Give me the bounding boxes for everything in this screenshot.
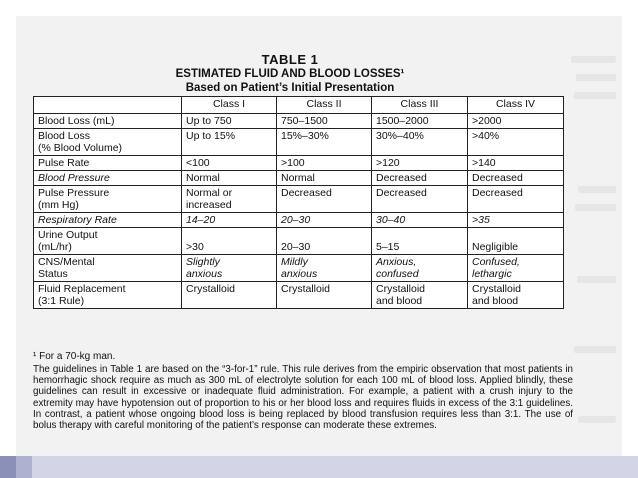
table-footnote: ¹ For a 70-kg man. xyxy=(33,351,116,362)
table-row xyxy=(34,213,564,228)
table-cell: Mildly anxious xyxy=(277,255,372,282)
table-cell: Confused, lethargic xyxy=(468,255,564,282)
table-row xyxy=(34,129,564,156)
table-row xyxy=(34,171,564,186)
row-label: Fluid Replacement (3:1 Rule) xyxy=(34,282,182,309)
header-cell: Class III xyxy=(372,97,468,114)
header-cell: Class II xyxy=(277,97,372,114)
table-row xyxy=(34,282,564,309)
bleed-through-line xyxy=(574,92,616,99)
table-row xyxy=(34,228,564,255)
table-cell: Decreased xyxy=(372,171,468,186)
table-cell: Slightly anxious xyxy=(182,255,277,282)
table-cell: Crystalloid xyxy=(182,282,277,309)
table-cell: Crystalloid xyxy=(277,282,372,309)
bleed-through-line xyxy=(577,276,616,283)
table-cell: >140 xyxy=(468,156,564,171)
header-cell xyxy=(34,97,182,114)
table-title: TABLE 1 xyxy=(261,52,319,67)
header-cell: Class IV xyxy=(468,97,564,114)
header-cell: Class I xyxy=(182,97,277,114)
row-label: Urine Output (mL/hr) xyxy=(34,228,182,255)
bleed-through-line xyxy=(574,346,616,353)
table-row xyxy=(34,156,564,171)
table-cell: <100 xyxy=(182,156,277,171)
row-label: Blood Pressure xyxy=(34,171,182,186)
table-cell: >120 xyxy=(372,156,468,171)
table-subtitle: ESTIMATED FLUID AND BLOOD LOSSES¹ xyxy=(175,68,405,80)
row-label: Pulse Pressure (mm Hg) xyxy=(34,186,182,213)
footer-band xyxy=(32,456,638,478)
table-cell: 30%–40% xyxy=(372,129,468,156)
table-row xyxy=(34,114,564,129)
table-cell: 5–15 xyxy=(372,228,468,255)
table-cell: 30–40 xyxy=(372,213,468,228)
table-row xyxy=(34,186,564,213)
table-cell: Anxious, confused xyxy=(372,255,468,282)
bleed-through-line xyxy=(576,74,616,81)
table-cell: Decreased xyxy=(468,186,564,213)
table-cell: 20–30 xyxy=(277,213,372,228)
table-cell: Up to 750 xyxy=(182,114,277,129)
table-cell: Decreased xyxy=(372,186,468,213)
table-cell: 20–30 xyxy=(277,228,372,255)
bleed-through-line xyxy=(575,204,616,211)
table-cell: >35 xyxy=(468,213,564,228)
left-margin xyxy=(0,16,16,456)
row-label: CNS/Mental Status xyxy=(34,255,182,282)
bleed-through-line xyxy=(578,416,616,423)
table-cell: Negligible xyxy=(468,228,564,255)
table-cell: Decreased xyxy=(468,171,564,186)
table-cell: >30 xyxy=(182,228,277,255)
bleed-through-line xyxy=(571,56,616,63)
table-cell: >40% xyxy=(468,129,564,156)
table-cell: >2000 xyxy=(468,114,564,129)
table-cell: Normal or increased xyxy=(182,186,277,213)
table-subtitle-2: Based on Patient’s Initial Presentation xyxy=(185,82,395,94)
table-title-block xyxy=(16,52,564,95)
fluid-loss-table xyxy=(33,96,564,309)
table-header-row xyxy=(34,97,564,114)
table-cell: Normal xyxy=(277,171,372,186)
table-cell: 15%–30% xyxy=(277,129,372,156)
table-row xyxy=(34,255,564,282)
footer-square-mid xyxy=(16,456,32,478)
table-cell: Crystalloid and blood xyxy=(372,282,468,309)
row-label: Blood Loss (mL) xyxy=(34,114,182,129)
footer-square-dark xyxy=(0,456,16,478)
bleed-through-line xyxy=(578,186,616,193)
scanned-page xyxy=(16,16,622,456)
explanatory-paragraph: The guidelines in Table 1 are based on the “3-for-1” rule. This rule derives from the empiric observation that most patients in hemorrhagic shock require as much as 300 mL of electrolyte solution for each 100 mL of blood loss. Applied blindly, these guidelines can result in excessive or inadequate fluid administration. For example, a patient with a crush injury to the extremity may have hypotension out of proportion to his or her blood loss and requires fluids in excess of the 3:1 guidelines. In contrast, a patient whose ongoing blood loss is being replaced by blood transfusion requires less than 3:1. The use of bolus therapy with careful monitoring of the patient’s response can moderate these extremes. xyxy=(33,364,573,432)
table-cell: Crystalloid and blood xyxy=(468,282,564,309)
table-cell: >100 xyxy=(277,156,372,171)
table-cell: Normal xyxy=(182,171,277,186)
slide-footer-bar xyxy=(0,456,638,478)
table-cell: Decreased xyxy=(277,186,372,213)
row-label: Blood Loss (% Blood Volume) xyxy=(34,129,182,156)
top-margin xyxy=(0,0,638,16)
table-cell: 1500–2000 xyxy=(372,114,468,129)
table-cell: Up to 15% xyxy=(182,129,277,156)
row-label: Pulse Rate xyxy=(34,156,182,171)
row-label: Respiratory Rate xyxy=(34,213,182,228)
table-cell: 14–20 xyxy=(182,213,277,228)
table-cell: 750–1500 xyxy=(277,114,372,129)
